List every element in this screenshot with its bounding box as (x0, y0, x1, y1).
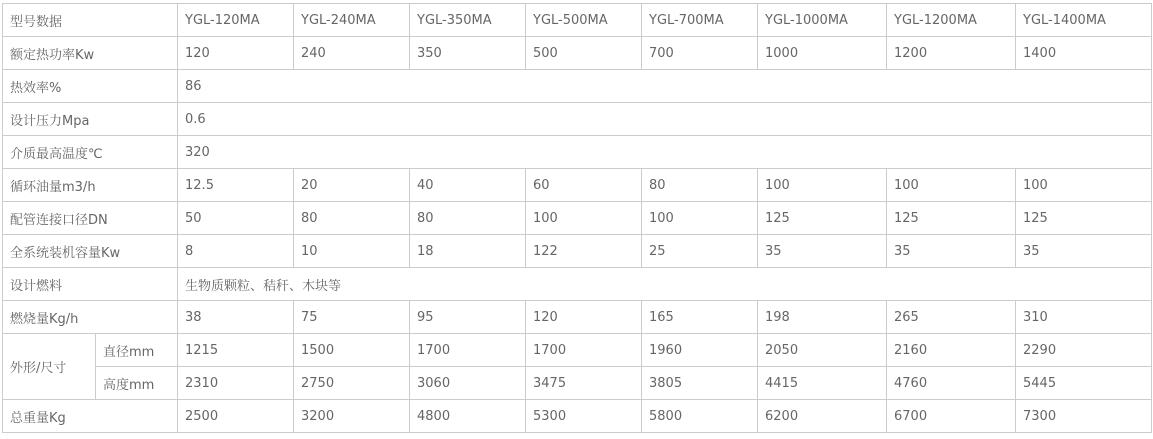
cell: 4760 (887, 367, 1016, 400)
cell: 20 (294, 169, 410, 202)
cell: 2050 (758, 334, 887, 367)
table-row (3, 202, 1152, 235)
cell: 3200 (294, 400, 410, 433)
cell: 120 (526, 301, 642, 334)
cell: 1400 (1016, 37, 1152, 70)
table-row (3, 334, 1152, 367)
cell: 125 (1016, 202, 1152, 235)
cell: 2290 (1016, 334, 1152, 367)
cell: 38 (178, 301, 294, 334)
cell: 100 (1016, 169, 1152, 202)
cell: 310 (1016, 301, 1152, 334)
row-label: 总重量Kg (3, 400, 178, 433)
cell: 240 (294, 37, 410, 70)
column-header: YGL-700MA (642, 4, 758, 37)
spanned-cell: 86 (178, 70, 1152, 103)
cell: 4415 (758, 367, 887, 400)
spanned-cell: 生物质颗粒、秸秆、木块等 (178, 268, 1152, 301)
cell: 5445 (1016, 367, 1152, 400)
cell: 2500 (178, 400, 294, 433)
cell: 80 (642, 169, 758, 202)
row-label: 介质最高温度℃ (3, 136, 178, 169)
row-label: 热效率% (3, 70, 178, 103)
cell: 198 (758, 301, 887, 334)
column-header: YGL-1200MA (887, 4, 1016, 37)
spanned-cell: 320 (178, 136, 1152, 169)
cell: 2160 (887, 334, 1016, 367)
cell: 120 (178, 37, 294, 70)
cell: 6200 (758, 400, 887, 433)
sub-row-label: 直径mm (96, 334, 178, 367)
cell: 6700 (887, 400, 1016, 433)
cell: 8 (178, 235, 294, 268)
cell: 25 (642, 235, 758, 268)
cell: 18 (410, 235, 526, 268)
row-label: 全系统装机容量Kw (3, 235, 178, 268)
table-row (3, 103, 1152, 136)
column-header: YGL-1400MA (1016, 4, 1152, 37)
cell: 122 (526, 235, 642, 268)
spec-table (2, 3, 1152, 433)
cell: 265 (887, 301, 1016, 334)
cell: 75 (294, 301, 410, 334)
cell: 5300 (526, 400, 642, 433)
cell: 2310 (178, 367, 294, 400)
cell: 35 (1016, 235, 1152, 268)
cell: 50 (178, 202, 294, 235)
row-label: 额定热功率Kw (3, 37, 178, 70)
cell: 100 (758, 169, 887, 202)
spanned-cell: 0.6 (178, 103, 1152, 136)
table-row (3, 301, 1152, 334)
table-row (3, 235, 1152, 268)
cell: 3060 (410, 367, 526, 400)
table-row (3, 367, 1152, 400)
cell: 100 (526, 202, 642, 235)
row-label: 燃烧量Kg/h (3, 301, 178, 334)
cell: 100 (642, 202, 758, 235)
cell: 7300 (1016, 400, 1152, 433)
cell: 1700 (410, 334, 526, 367)
cell: 40 (410, 169, 526, 202)
table-row (3, 268, 1152, 301)
column-header: YGL-1000MA (758, 4, 887, 37)
cell: 95 (410, 301, 526, 334)
cell: 35 (758, 235, 887, 268)
cell: 1960 (642, 334, 758, 367)
row-label: 设计压力Mpa (3, 103, 178, 136)
table-row (3, 37, 1152, 70)
row-label: 设计燃料 (3, 268, 178, 301)
row-group-label: 外形/尺寸 (3, 334, 96, 400)
cell: 3475 (526, 367, 642, 400)
cell: 5800 (642, 400, 758, 433)
cell: 60 (526, 169, 642, 202)
table-row (3, 169, 1152, 202)
cell: 80 (294, 202, 410, 235)
corner-label: 型号数据 (3, 4, 178, 37)
cell: 10 (294, 235, 410, 268)
cell: 2750 (294, 367, 410, 400)
cell: 500 (526, 37, 642, 70)
table-row (3, 70, 1152, 103)
cell: 3805 (642, 367, 758, 400)
cell: 1200 (887, 37, 1016, 70)
cell: 35 (887, 235, 1016, 268)
cell: 125 (758, 202, 887, 235)
table-row (3, 400, 1152, 433)
cell: 12.5 (178, 169, 294, 202)
column-header: YGL-350MA (410, 4, 526, 37)
cell: 1500 (294, 334, 410, 367)
cell: 1700 (526, 334, 642, 367)
cell: 4800 (410, 400, 526, 433)
cell: 700 (642, 37, 758, 70)
column-header: YGL-120MA (178, 4, 294, 37)
cell: 100 (887, 169, 1016, 202)
table-row (3, 136, 1152, 169)
cell: 80 (410, 202, 526, 235)
cell: 350 (410, 37, 526, 70)
row-label: 配管连接口径DN (3, 202, 178, 235)
table-header-row (3, 4, 1152, 37)
cell: 165 (642, 301, 758, 334)
row-label: 循环油量m3/h (3, 169, 178, 202)
cell: 1215 (178, 334, 294, 367)
column-header: YGL-500MA (526, 4, 642, 37)
sub-row-label: 高度mm (96, 367, 178, 400)
column-header: YGL-240MA (294, 4, 410, 37)
cell: 1000 (758, 37, 887, 70)
cell: 125 (887, 202, 1016, 235)
